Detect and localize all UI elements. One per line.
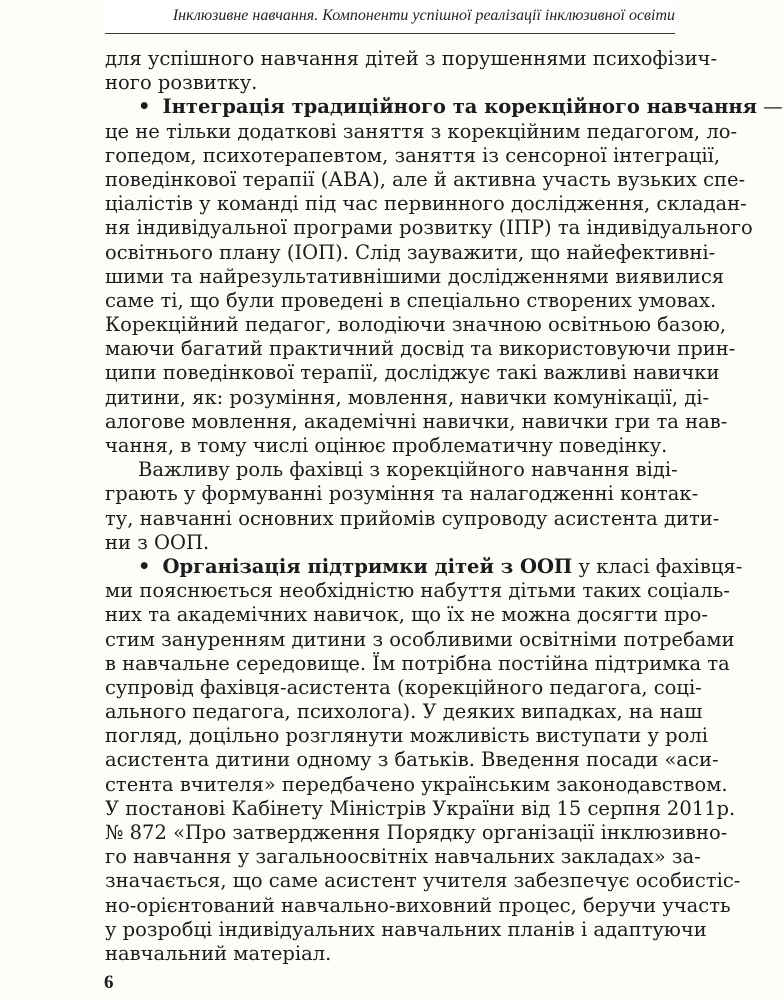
body-text	[105, 47, 783, 966]
line-text: освітнього плану (ІОП). Слід зауважити, що найефективні-	[105, 240, 716, 264]
line-text: —	[757, 95, 783, 119]
bullet-line	[105, 95, 783, 119]
line-text: ципи поведінкової терапії, досліджує такі важливі навички	[105, 361, 720, 385]
running-header	[105, 0, 675, 34]
line-text: № 872 «Про затвердження Порядку організації інклюзивно-	[105, 821, 728, 844]
line-text: це не тільки додаткові заняття з корекційним педагогом, ло-	[105, 119, 738, 143]
text-line	[105, 482, 699, 506]
line-text: грають у формуванні розуміння та налагодженні контак-	[105, 482, 699, 506]
text-line	[105, 337, 736, 361]
text-line	[105, 216, 753, 240]
line-text: ального педагога, психолога). У деяких випадках, на наш	[105, 700, 703, 724]
text-line	[105, 796, 736, 821]
text-line	[105, 917, 707, 942]
line-text: гопедом, психотерапевтом, заняття із сенсорної інтеграції,	[105, 143, 721, 167]
text-line	[105, 869, 741, 893]
text-line	[105, 71, 677, 95]
running-header-title: Інклюзивне навчання. Компоненти успішної реалізації інклюзивної освіти	[172, 7, 675, 24]
line-text: стим зануренням дитини з особливими освітніми потребами	[105, 627, 735, 651]
line-text: значається, що саме асистент учителя забезпечує особистіс-	[105, 869, 741, 893]
line-text: маючи багатий практичний досвід та використовуючи прин-	[105, 337, 736, 361]
line-text: у розробці індивідуальних навчальних планів і адаптуючи	[105, 917, 707, 941]
line-text: погляд, доцільно розглянути можливість виступати у ролі	[105, 724, 708, 748]
line-text: у класі фахівця-	[572, 554, 743, 578]
line-text: ни з ООП.	[105, 530, 210, 554]
line-text: дитини, як: розуміння, мовлення, навички комунікації, ді-	[105, 385, 710, 409]
text-line	[105, 675, 702, 700]
text-line	[105, 821, 728, 845]
text-line	[105, 409, 728, 434]
line-text: в навчальне середовище. Їм потрібна постійна підтримка та	[105, 651, 730, 675]
text-line	[105, 748, 719, 772]
text-line	[105, 531, 677, 555]
text-line	[105, 506, 720, 531]
text-line	[105, 240, 716, 265]
text-line	[105, 313, 727, 337]
text-line	[105, 192, 747, 216]
bullet-icon: •	[138, 95, 151, 119]
line-text: стента вчителя» передбачено українським законодавством.	[105, 772, 728, 796]
line-text: чання, в тому числі оцінює проблематичну поведінку.	[105, 434, 668, 457]
text-line	[105, 627, 735, 652]
text-line	[105, 724, 708, 748]
text-line	[105, 772, 728, 797]
bold-term: Інтеграція традиційного та корекційного навчання	[162, 95, 758, 119]
bullet-line	[105, 554, 743, 579]
line-text: ного розвитку.	[105, 71, 258, 95]
line-text: поведінкової терапії (АВА), але й активна участь вузьких спе-	[105, 167, 746, 191]
line-text: ми пояснюється необхідністю набуття дітьми таких соціаль-	[105, 579, 730, 603]
line-text: саме ті, що були проведені в спеціально створених умовах.	[105, 288, 717, 312]
line-text: ту, навчанні основних прийомів супроводу асистента дити-	[105, 506, 720, 530]
line-text: них та академічних навичок, що їх не можна досягти про-	[105, 603, 708, 627]
line-text: шими та найрезультативнішими дослідженнями виявилися	[105, 264, 725, 288]
text-line	[105, 700, 703, 724]
line-text: У постанові Кабінету Міністрів України від 15 серпня 2011р.	[105, 796, 736, 820]
text-line	[105, 845, 701, 869]
text-line	[105, 361, 720, 385]
bullet-icon: •	[138, 554, 151, 578]
text-line	[105, 264, 725, 289]
text-line	[105, 385, 710, 410]
text-line	[105, 434, 677, 458]
line-text: для успішного навчання дітей з порушеннями психофізич-	[105, 47, 718, 70]
line-text: Корекційний педагог, володіючи значною освітньою базою,	[105, 313, 727, 337]
line-text: ня індивідуальної програми розвитку (ІПР) та індивідуального	[105, 216, 753, 240]
text-line	[105, 651, 730, 676]
text-line	[105, 167, 746, 192]
text-line	[105, 143, 721, 168]
text-line	[105, 893, 731, 918]
line-text: алогове мовлення, академічні навички, навички гри та нав-	[105, 409, 728, 433]
line-text: асистента дитини одному з батьків. Введення посади «аси-	[105, 748, 719, 772]
text-line	[105, 603, 708, 627]
text-line	[105, 119, 738, 144]
text-line	[105, 288, 717, 313]
text-line	[105, 579, 730, 603]
text-line	[105, 458, 677, 482]
text-line	[105, 47, 718, 71]
line-text: Важливу роль фахівці з корекційного навчання віді-	[138, 458, 678, 482]
line-text: го навчання у загальноосвітніх навчальних закладах» за-	[105, 845, 701, 869]
line-text: супровід фахівця-асистента (корекційного педагога, соці-	[105, 675, 702, 699]
bold-term: Організація підтримки дітей з ООП	[162, 554, 573, 578]
text-line	[105, 942, 677, 966]
line-text: ціалістів у команді під час первинного дослідження, складан-	[105, 192, 747, 216]
page-number: 6	[104, 972, 114, 993]
line-text: навчальний матеріал.	[105, 941, 332, 965]
line-text: но-орієнтований навчально-виховний процес, беручи участь	[105, 893, 731, 917]
